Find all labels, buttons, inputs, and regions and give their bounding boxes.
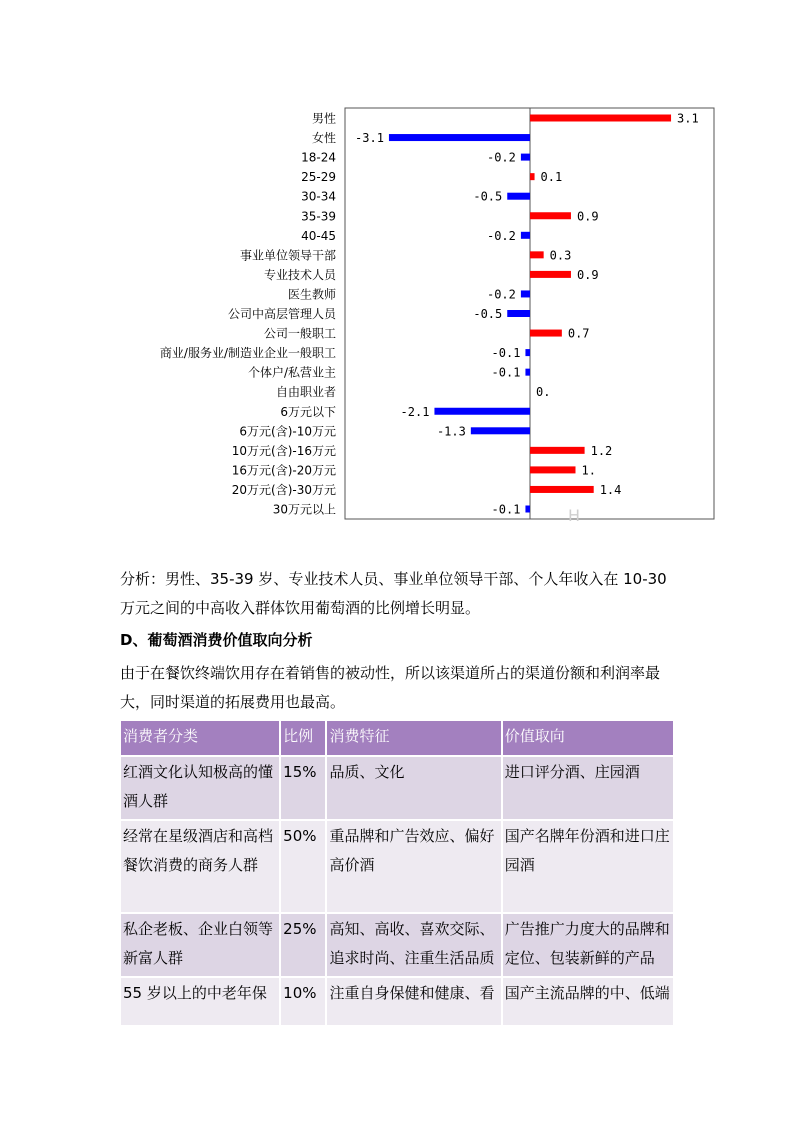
value-label: -0.2 xyxy=(486,287,516,302)
cell-category: 红酒文化认知极高的懂酒人群 xyxy=(121,757,279,819)
category-label: 25-29 xyxy=(301,170,336,185)
value-label: 0.3 xyxy=(549,248,572,263)
category-label: 医生教师 xyxy=(287,287,336,302)
bar xyxy=(530,271,571,278)
category-label: 20万元(含)-30万元 xyxy=(231,482,336,497)
bar xyxy=(530,251,544,258)
header-category: 消费者分类 xyxy=(121,721,279,755)
watermark: H xyxy=(568,506,581,525)
bar xyxy=(521,232,530,239)
value-label: -3.1 xyxy=(355,131,384,146)
category-label: 30万元以上 xyxy=(272,502,336,517)
bar xyxy=(525,349,530,356)
cell-ratio: 25% xyxy=(281,914,325,976)
category-label: 35-39 xyxy=(301,209,336,224)
category-label: 6万元以下 xyxy=(280,404,336,419)
value-label: 0. xyxy=(536,385,551,400)
bar xyxy=(525,506,530,513)
value-label: -0.5 xyxy=(473,189,503,204)
header-ratio: 比例 xyxy=(281,721,325,755)
table-row xyxy=(121,757,673,819)
bar xyxy=(471,427,530,434)
category-label: 30-34 xyxy=(301,189,336,204)
cell-traits: 注重自身保健和健康、看 xyxy=(327,978,500,1025)
value-label: -0.2 xyxy=(486,150,516,165)
bar-chart xyxy=(0,0,793,540)
cell-category: 经常在星级酒店和高档餐饮消费的商务人群 xyxy=(121,821,279,912)
bar xyxy=(507,310,530,317)
value-label: 3.1 xyxy=(677,111,699,126)
cell-ratio: 15% xyxy=(281,757,325,819)
category-label: 公司一般职工 xyxy=(263,326,336,341)
bar xyxy=(530,466,576,473)
category-label: 6万元(含)-10万元 xyxy=(239,424,336,439)
bar xyxy=(434,408,530,415)
value-label: 1.4 xyxy=(599,482,622,497)
bar xyxy=(530,115,671,122)
bar xyxy=(530,447,585,454)
bar xyxy=(530,330,562,337)
value-label: 0.9 xyxy=(576,267,599,282)
cell-category: 私企老板、企业白领等新富人群 xyxy=(121,914,279,976)
category-label: 专业技术人员 xyxy=(263,267,336,282)
category-label: 自由职业者 xyxy=(275,385,336,400)
bar xyxy=(521,154,530,161)
category-label: 商业/服务业/制造业企业一般职工 xyxy=(159,346,336,361)
consumer-value-table xyxy=(119,719,675,1025)
table-row xyxy=(121,821,673,912)
category-label: 16万元(含)-20万元 xyxy=(231,463,336,478)
value-label: 0.1 xyxy=(540,170,563,185)
category-label: 10万元(含)-16万元 xyxy=(231,443,336,458)
value-label: 0.9 xyxy=(576,209,599,224)
value-label: -1.3 xyxy=(436,424,466,439)
category-label: 男性 xyxy=(311,111,336,126)
bar xyxy=(389,134,530,141)
cell-ratio: 50% xyxy=(281,821,325,912)
analysis-paragraph: 分析：男性、35-39 岁、专业技术人员、事业单位领导干部、个人年收入在 10-30 万元之间的中高收入群体饮用葡萄酒的比例增长明显。 xyxy=(120,570,667,617)
value-label: -0.1 xyxy=(491,346,521,361)
header-value: 价值取向 xyxy=(503,721,673,755)
consumer-table-wrapper xyxy=(119,719,675,1025)
cell-value: 国产主流品牌的中、低端 xyxy=(503,978,673,1025)
cell-value: 国产名牌年份酒和进口庄园酒 xyxy=(503,821,673,912)
category-label: 18-24 xyxy=(301,150,336,165)
cell-ratio: 10% xyxy=(281,978,325,1025)
bar xyxy=(507,193,530,200)
category-label: 公司中高层管理人员 xyxy=(227,307,336,321)
header-traits: 消费特征 xyxy=(327,721,500,755)
category-label: 事业单位领导干部 xyxy=(239,248,336,263)
cell-traits: 高知、高收、喜欢交际、追求时尚、注重生活品质 xyxy=(327,914,500,976)
table-header-row xyxy=(121,721,673,755)
bar xyxy=(530,486,594,493)
bar xyxy=(530,173,535,180)
value-label: 1. xyxy=(581,463,596,478)
value-label: -2.1 xyxy=(400,404,430,419)
cell-category: 55 岁以上的中老年保 xyxy=(121,978,279,1025)
table-row xyxy=(121,914,673,976)
bar xyxy=(521,290,530,297)
value-label: -0.5 xyxy=(473,307,503,321)
category-label: 40-45 xyxy=(301,228,336,243)
category-label: 女性 xyxy=(311,131,336,146)
cell-traits: 品质、文化 xyxy=(327,757,500,819)
bar xyxy=(525,369,530,376)
cell-value: 广告推广力度大的品牌和定位、包装新鲜的产品 xyxy=(503,914,673,976)
cell-value: 进口评分酒、庄园酒 xyxy=(503,757,673,819)
intro-paragraph: 由于在餐饮终端饮用存在着销售的被动性，所以该渠道所占的渠道份额和利润率最大，同时渠道的拓展费用也最高。 xyxy=(120,664,661,711)
value-label: -0.1 xyxy=(491,365,521,380)
table-row xyxy=(121,978,673,1025)
value-label: -0.2 xyxy=(486,228,516,243)
category-label: 个体户/私营业主 xyxy=(247,365,336,380)
value-label: 1.2 xyxy=(590,443,613,458)
bar xyxy=(530,212,571,219)
value-label: -0.1 xyxy=(491,502,521,517)
value-label: 0.7 xyxy=(567,326,590,341)
section-heading: D、葡萄酒消费价值取向分析 xyxy=(120,631,313,649)
cell-traits: 重品牌和广告效应、偏好高价酒 xyxy=(327,821,500,912)
